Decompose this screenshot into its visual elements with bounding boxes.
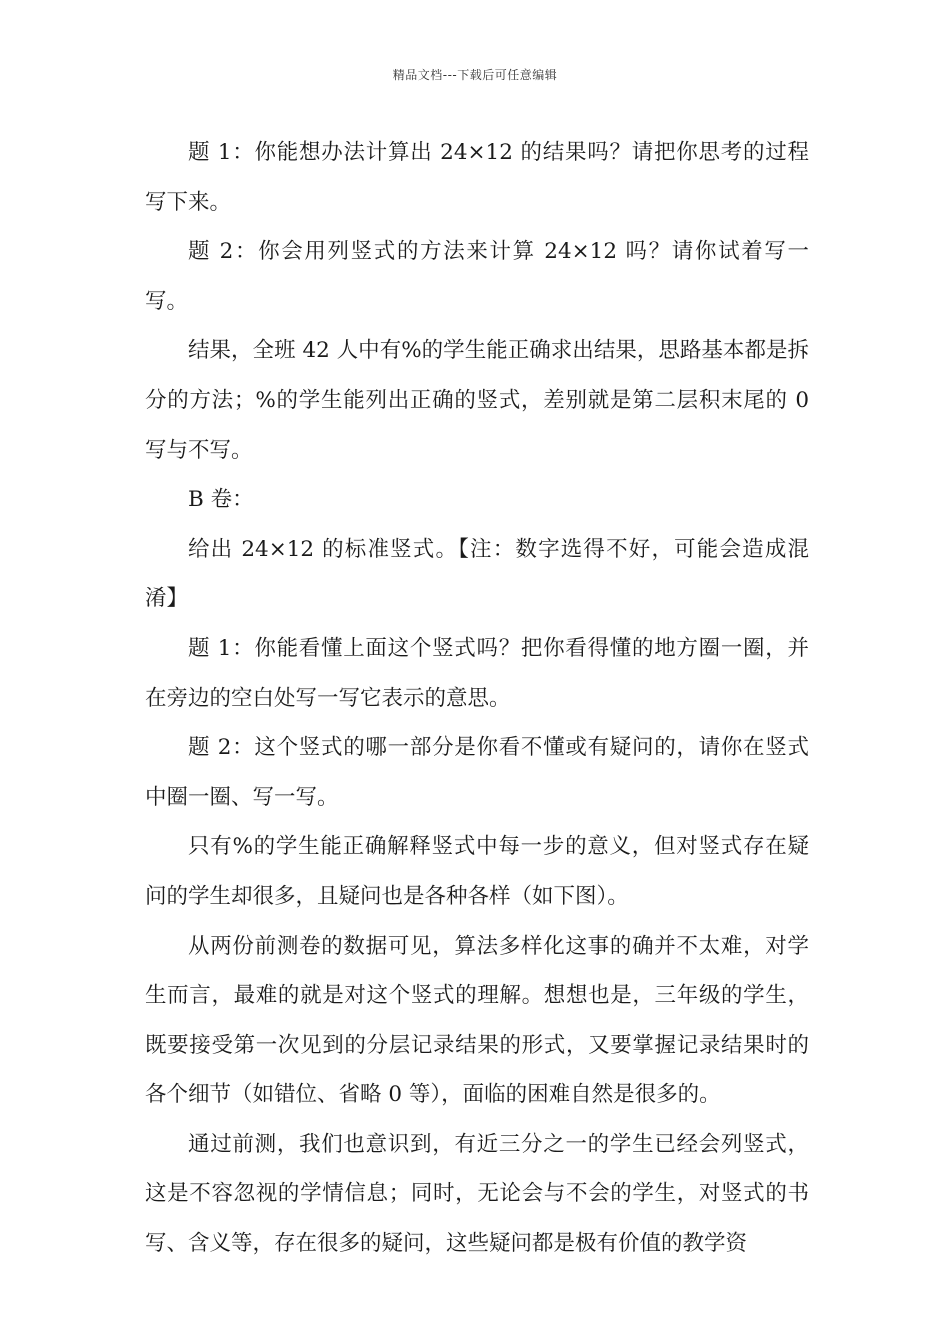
paragraph-conclusion: 通过前测，我们也意识到，有近三分之一的学生已经会列竖式，这是不容忽视的学情信息；同时，无论会与不会的学生，对竖式的书写、含义等，存在很多的疑问，这些疑问都是极有价值的教学资: [145, 1131, 809, 1257]
page-header: 精品文档---下载后可任意编辑: [392, 68, 558, 82]
paragraph-b-volume-heading: B 卷：: [188, 487, 254, 513]
document-body: [145, 128, 809, 1269]
paragraph-result: 结果，全班 42 人中有%的学生能正确求出结果，思路基本都是拆分的方法；%的学生能列出正确的竖式，差别就是第二层积末尾的 0 写与不写。: [145, 338, 809, 463]
paragraph-b-q2: 题 2：这个竖式的哪一部分是你看不懂或有疑问的，请你在竖式中圈一圈、写一写。: [145, 735, 809, 810]
paragraph-b-standard-vertical: 给出 24×12 的标准竖式。【注：数字选得不好，可能会造成混淆】: [145, 536, 809, 612]
paragraph-b-q1: 题 1：你能看懂上面这个竖式吗？把你看得懂的地方圈一圈，并在旁边的空白处写一写它表示的意思。: [145, 635, 809, 711]
paragraph-analysis: 从两份前测卷的数据可见，算法多样化这事的确并不太难，对学生而言，最难的就是对这个竖式的理解。想想也是，三年级的学生，既要接受第一次见到的分层记录结果的形式，又要掌握记录结果时的各个细节（如错位、省略 0 等），面临的困难自然是很多的。: [145, 933, 809, 1108]
paragraph-b-result: 只有%的学生能正确解释竖式中每一步的意义，但对竖式存在疑问的学生却很多，且疑问也是各种各样（如下图）。: [145, 834, 809, 909]
paragraph-q1: 题 1：你能想办法计算出 24×12 的结果吗？请把你思考的过程写下来。: [145, 140, 809, 215]
paragraph-q2: 题 2：你会用列竖式的方法来计算 24×12 吗？请你试着写一写。: [145, 239, 809, 314]
